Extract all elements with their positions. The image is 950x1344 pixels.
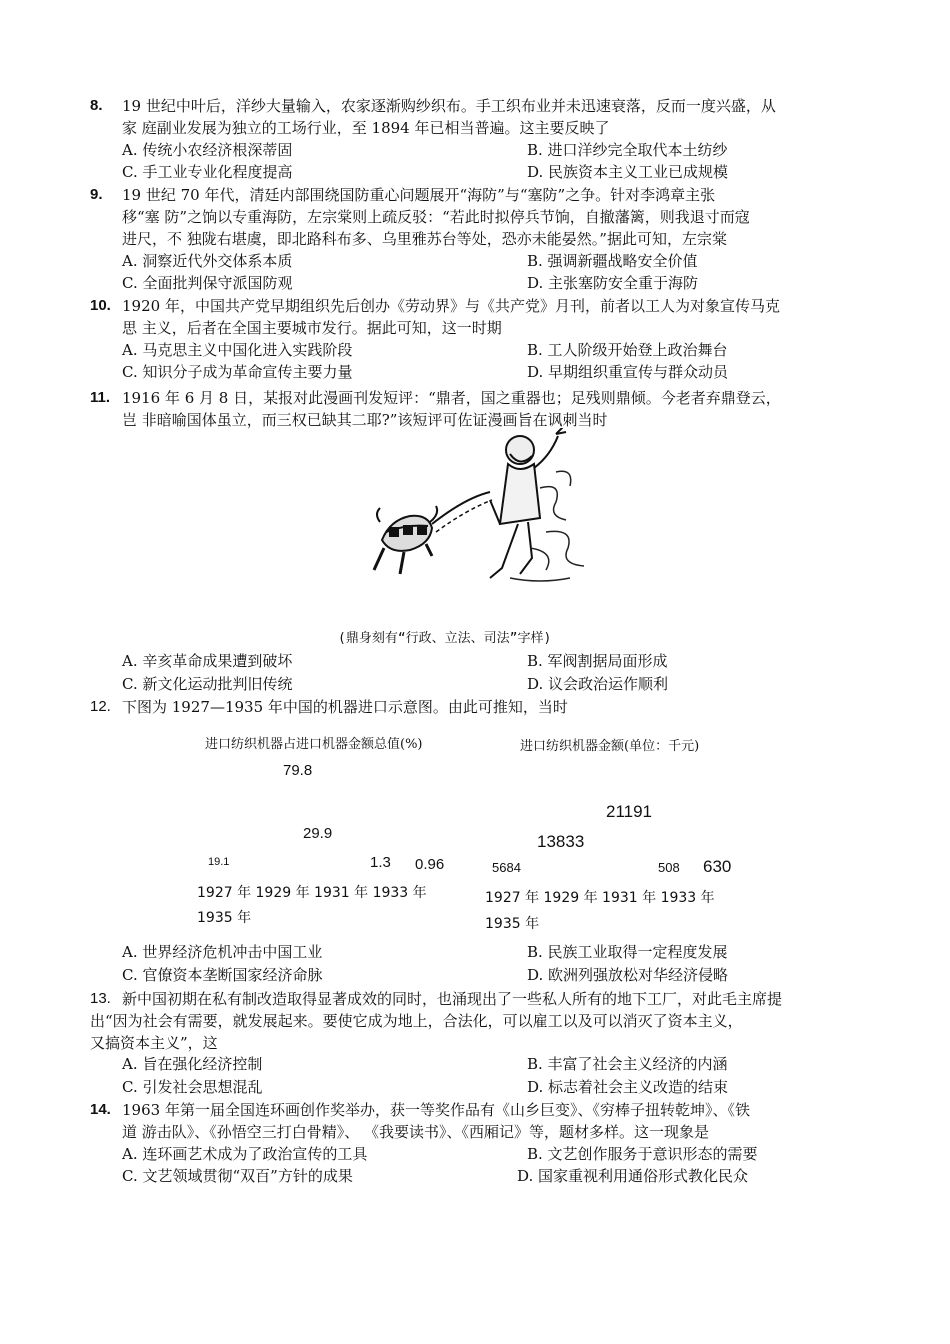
q13-number: 13. xyxy=(90,990,111,1007)
q8-option-a[interactable]: A. 传统小农经济根深蒂固 xyxy=(122,141,293,159)
q9-option-d[interactable]: D. 主张塞防安全重于海防 xyxy=(527,274,699,292)
chart2-value-label-1933: 508 xyxy=(658,860,680,875)
q8-option-c[interactable]: C. 手工业专业化程度提高 xyxy=(122,163,293,181)
old-man-figure xyxy=(490,428,566,578)
cartoon-caption: (鼎身刻有“行政、立法、司法”字样) xyxy=(338,631,552,646)
q9-stem-line2: 移“塞 防”之饷以专重海防，左宗棠则上疏反驳：“若此时拟停兵节饷，自撤藩篱，则我退寸而寇 xyxy=(122,208,750,226)
q13-option-d[interactable]: D. 标志着社会主义改造的结束 xyxy=(527,1078,729,1096)
q10-stem-line2: 思 主义，后者在全国主要城市发行。据此可知，这一时期 xyxy=(122,319,502,337)
chart1-x-axis-line1: 1927 年 1929 年 1931 年 1933 年 xyxy=(197,885,427,901)
q10-option-c[interactable]: C. 知识分子成为革命宣传主要力量 xyxy=(122,363,353,381)
q12-option-d[interactable]: D. 欧洲列强放松对华经济侵略 xyxy=(527,966,729,984)
chart2-title: 进口纺织机器金额(单位：千元) xyxy=(520,739,700,754)
q11-number: 11. xyxy=(90,389,111,406)
q9-stem-line1: 19 世纪 70 年代，清廷内部围绕国防重心问题展开“海防”与“塞防”之争。针对李鸿章主张 xyxy=(122,186,716,204)
chart1-value-label-1929: 79.8 xyxy=(283,762,313,779)
q9-option-b[interactable]: B. 强调新疆战略安全价值 xyxy=(527,252,698,270)
chart2-value-label-1935: 630 xyxy=(703,857,732,876)
q12-stem-line1: 下图为 1927—1935 年中国的机器进口示意图。由此可推知，当时 xyxy=(122,698,568,716)
q10-option-d[interactable]: D. 早期组织重宣传与群众动员 xyxy=(527,363,729,381)
q9-stem-line3: 进尺，不 独陇右堪虞，即北路科布多、乌里雅苏台等处，恐亦未能晏然。”据此可知，左宗棠 xyxy=(122,230,727,248)
q11-option-a[interactable]: A. 辛亥革命成果遭到破坏 xyxy=(122,652,293,670)
q13-option-b[interactable]: B. 丰富了社会主义经济的内涵 xyxy=(527,1055,728,1073)
chart2-value-label-1927: 5684 xyxy=(492,860,521,875)
cartoon-illustration xyxy=(370,428,590,588)
q14-option-a[interactable]: A. 连环画艺术成为了政治宣传的工具 xyxy=(122,1145,368,1163)
chart2-x-axis-line1: 1927 年 1929 年 1931 年 1933 年 xyxy=(485,890,715,906)
q11-option-c[interactable]: C. 新文化运动批判旧传统 xyxy=(122,675,293,693)
q11-stem-line2: 岂 非暗喻国体虽立，而三权已缺其二耶?”该短评可佐证漫画旨在讽刺当时 xyxy=(122,411,608,429)
q13-stem-line2: 出“因为社会有需要，就发展起来。要使它成为地上，合法化，可以雇工以及可以消灭了资本主义， xyxy=(90,1012,743,1030)
q11-option-b[interactable]: B. 军阀割据局面形成 xyxy=(527,652,668,670)
q8-number: 8. xyxy=(90,97,103,114)
q9-number: 9. xyxy=(90,186,103,203)
q12-option-c[interactable]: C. 官僚资本垄断国家经济命脉 xyxy=(122,966,323,984)
chart2-value-label-1931: 21191 xyxy=(606,802,653,821)
q14-number: 14. xyxy=(90,1101,111,1118)
chart1-value-label-1931: 29.9 xyxy=(303,825,333,842)
chart1-title: 进口纺织机器占进口机器金额总值(%) xyxy=(205,737,423,752)
q9-option-a[interactable]: A. 洞察近代外交体系本质 xyxy=(122,252,293,270)
q13-option-c[interactable]: C. 引发社会思想混乱 xyxy=(122,1078,263,1096)
q13-stem-line1: 新中国初期在私有制改造取得显著成效的同时，也涌现出了一些私人所有的地下工厂，对此毛主席提 xyxy=(122,990,783,1008)
q13-stem-line3: 又搞资本主义”，这 xyxy=(90,1034,218,1052)
q10-number: 10. xyxy=(90,297,111,314)
q14-option-b[interactable]: B. 文艺创作服务于意识形态的需要 xyxy=(527,1145,758,1163)
chart2-x-axis-line2: 1935 年 xyxy=(485,916,540,932)
q12-option-b[interactable]: B. 民族工业取得一定程度发展 xyxy=(527,943,728,961)
q14-option-d[interactable]: D. 国家重视利用通俗形式教化民众 xyxy=(517,1167,749,1185)
q9-option-c[interactable]: C. 全面批判保守派国防观 xyxy=(122,274,293,292)
q11-stem-line1: 1916 年 6 月 8 日，某报对此漫画刊发短评：“鼎者，国之重器也；足残则鼎倾。今老者弃鼎登云， xyxy=(122,389,781,407)
chart2-value-label-1929: 13833 xyxy=(537,832,585,851)
chart1-x-axis-line2: 1935 年 xyxy=(197,910,252,926)
q8-stem-line2: 家 庭副业发展为独立的工场行业，至 1894 年已相当普遍。这主要反映了 xyxy=(122,119,610,137)
q14-stem-line1: 1963 年第一届全国连环画创作奖举办，获一等奖作品有《山乡巨变》、《穷棒子扭转乾坤》、《铁 xyxy=(122,1101,750,1119)
q12-option-a[interactable]: A. 世界经济危机冲击中国工业 xyxy=(122,943,323,961)
chart1-value-label-1933: 1.3 xyxy=(370,854,391,871)
q13-option-a[interactable]: A. 旨在强化经济控制 xyxy=(122,1055,263,1073)
cauldron-icon xyxy=(374,506,437,574)
q14-option-c[interactable]: C. 文艺领域贯彻“双百”方针的成果 xyxy=(122,1167,353,1185)
q10-stem-line1: 1920 年，中国共产党早期组织先后创办《劳动界》与《共产党》月刊，前者以工人为对象宣传马克 xyxy=(122,297,780,315)
q10-option-b[interactable]: B. 工人阶级开始登上政治舞台 xyxy=(527,341,728,359)
q10-option-a[interactable]: A. 马克思主义中国化进入实践阶段 xyxy=(122,341,353,359)
q12-number: 12. xyxy=(90,698,111,715)
q14-stem-line2: 道 游击队》、《孙悟空三打白骨精》、 《我要读书》、《西厢记》等，题材多样。这一现象是 xyxy=(122,1123,710,1141)
q8-option-d[interactable]: D. 民族资本主义工业已成规模 xyxy=(527,163,729,181)
chart1-value-label-1927: 19.1 xyxy=(208,856,230,868)
q8-option-b[interactable]: B. 进口洋纱完全取代本土纺纱 xyxy=(527,141,728,159)
q11-option-d[interactable]: D. 议会政治运作顺利 xyxy=(527,675,669,693)
q8-stem-line1: 19 世纪中叶后，洋纱大量输入，农家逐渐购纱织布。手工织布业并未迅速衰落，反而一度兴盛，从 xyxy=(122,97,776,115)
chart1-value-label-1935: 0.96 xyxy=(415,856,445,873)
